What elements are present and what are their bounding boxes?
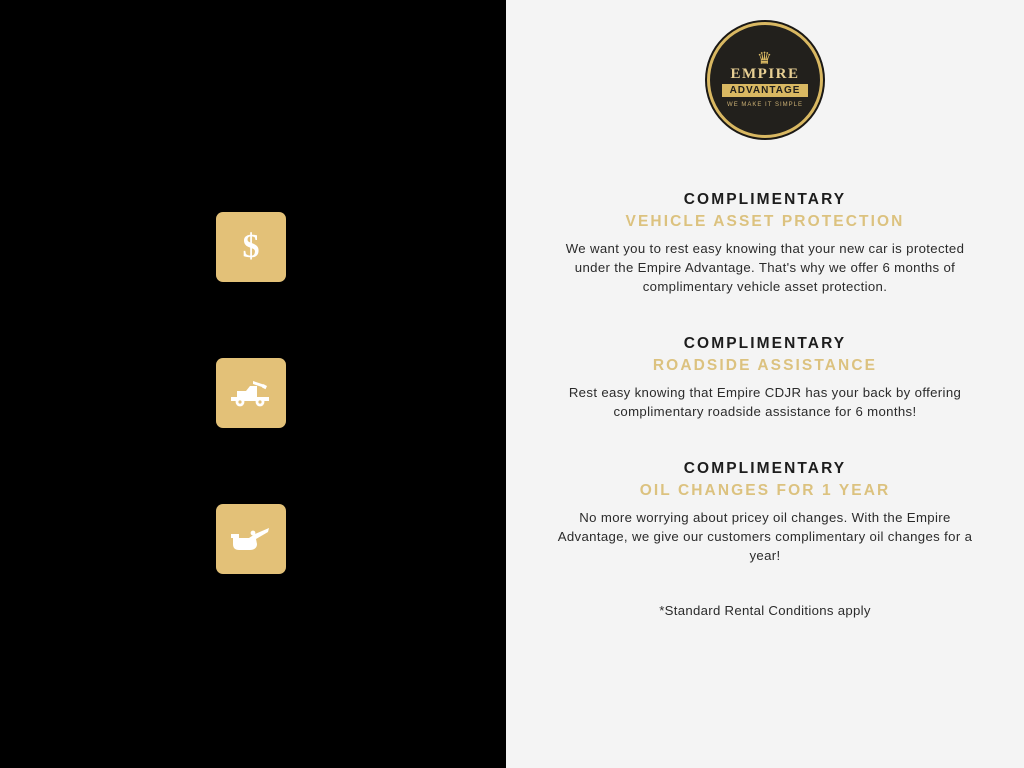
footnote: *Standard Rental Conditions apply <box>659 603 871 618</box>
benefit-title: ROADSIDE ASSISTANCE <box>652 357 878 374</box>
benefit-block-vehicle-asset-protection <box>530 190 1000 296</box>
benefit-block-oil-changes <box>530 459 1000 565</box>
tow-truck-icon-tile <box>216 358 286 428</box>
benefit-body: Rest easy knowing that Empire CDJR has your back by offering complimentary roadside assistance for 6 months! <box>568 385 962 419</box>
left-icon-panel <box>0 0 506 768</box>
benefit-block-roadside-assistance <box>530 334 1000 421</box>
dollar-sign-icon: $ <box>242 228 260 265</box>
oil-can-icon <box>229 524 273 554</box>
benefit-title: OIL CHANGES FOR 1 YEAR <box>639 482 891 499</box>
benefit-kicker: COMPLIMENTARY <box>683 460 847 477</box>
icon-stack <box>0 0 506 768</box>
crown-icon: ♛ <box>756 48 774 68</box>
benefit-kicker: COMPLIMENTARY <box>683 335 847 352</box>
dollar-sign-icon-tile <box>216 212 286 282</box>
benefit-body: We want you to rest easy knowing that your new car is protected under the Empire Advantage. That's why we offer 6 months of complimentary vehicle asset protection. <box>565 241 965 294</box>
benefit-kicker: COMPLIMENTARY <box>683 191 847 208</box>
benefit-body: No more worrying about pricey oil changes. With the Empire Advantage, we give our customers complimentary oil changes for a year! <box>557 510 973 563</box>
benefit-title: VEHICLE ASSET PROTECTION <box>625 213 905 230</box>
oil-can-icon-tile <box>216 504 286 574</box>
tow-truck-icon <box>229 377 273 409</box>
logo-tagline: WE MAKE IT SIMPLE <box>727 101 803 108</box>
logo-subtitle: ADVANTAGE <box>722 84 809 97</box>
benefits-list <box>506 190 1024 618</box>
right-content-panel <box>506 0 1024 768</box>
logo-name: EMPIRE <box>730 65 800 82</box>
empire-advantage-logo <box>707 22 823 138</box>
logo-wrap <box>506 22 1024 138</box>
